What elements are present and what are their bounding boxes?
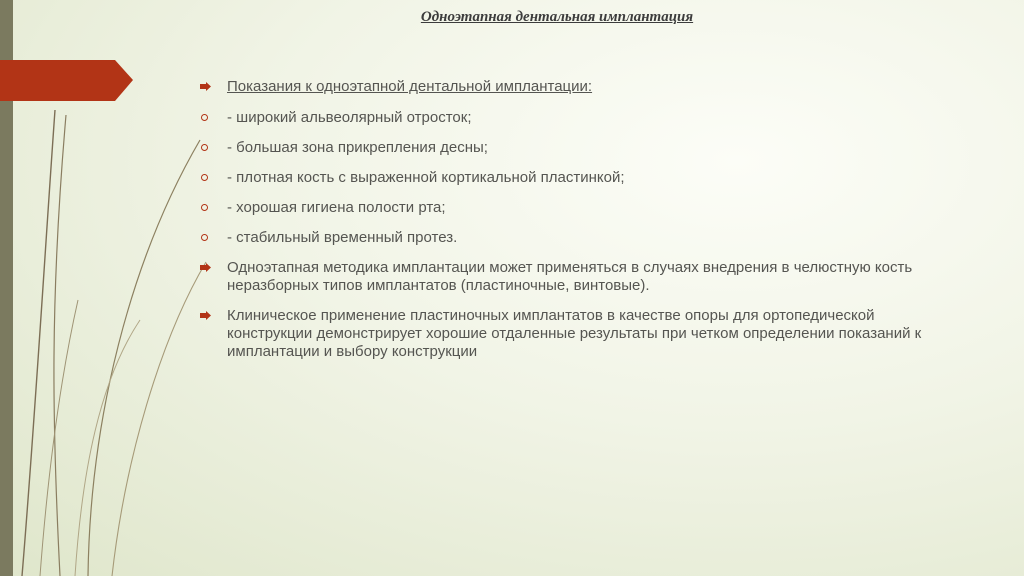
- list-item-text: - стабильный временный протез.: [227, 229, 458, 246]
- list-item-text: - широкий альвеолярный отросток;: [227, 109, 472, 126]
- content-list: [197, 78, 942, 361]
- decor-stem-5: [75, 320, 140, 576]
- arrow-bullet-icon: [200, 263, 212, 272]
- circle-bullet-icon: [201, 204, 208, 211]
- list-item-text: Показания к одноэтапной дентальной имплантации:: [227, 78, 593, 95]
- arrow-bullet-icon: [200, 311, 212, 320]
- decor-stem-3: [88, 140, 200, 576]
- circle-bullet-icon: [201, 174, 208, 181]
- decor-stem-1: [22, 110, 55, 576]
- red-arrow-banner: [0, 60, 133, 101]
- circle-bullet-icon: [201, 114, 208, 121]
- list-item-text: - плотная кость с выраженной кортикальной пластинкой;: [227, 169, 625, 186]
- arrow-bullet-icon: [200, 82, 212, 91]
- decor-stem-2: [54, 115, 66, 576]
- list-item: [197, 229, 942, 247]
- list-item: [197, 169, 942, 187]
- list-item: [197, 78, 942, 96]
- decor-stem-4: [112, 262, 206, 576]
- list-item-text: - большая зона прикрепления десны;: [227, 139, 488, 156]
- list-item-text: Клиническое применение пластиночных имплантатов в качестве опоры для ортопедической конструкции демонстрирует хорошие отдаленные результаты при четком определении показаний к имплантации и выбору конструкции: [227, 307, 922, 360]
- list-item: [197, 199, 942, 217]
- list-item: [197, 307, 942, 361]
- circle-bullet-icon: [201, 234, 208, 241]
- list-item: [197, 109, 942, 127]
- decor-stem-6: [40, 300, 78, 576]
- slide-title: Одноэтапная дентальная имплантация: [420, 9, 694, 25]
- list-item-text: - хорошая гигиена полости рта;: [227, 199, 446, 216]
- list-item-text: Одноэтапная методика имплантации может применяться в случаях внедрения в челюстную кость неразборных типов имплантатов (пластиночные, винтовые).: [227, 259, 913, 294]
- list-item: [197, 259, 942, 295]
- list-item: [197, 139, 942, 157]
- circle-bullet-icon: [201, 144, 208, 151]
